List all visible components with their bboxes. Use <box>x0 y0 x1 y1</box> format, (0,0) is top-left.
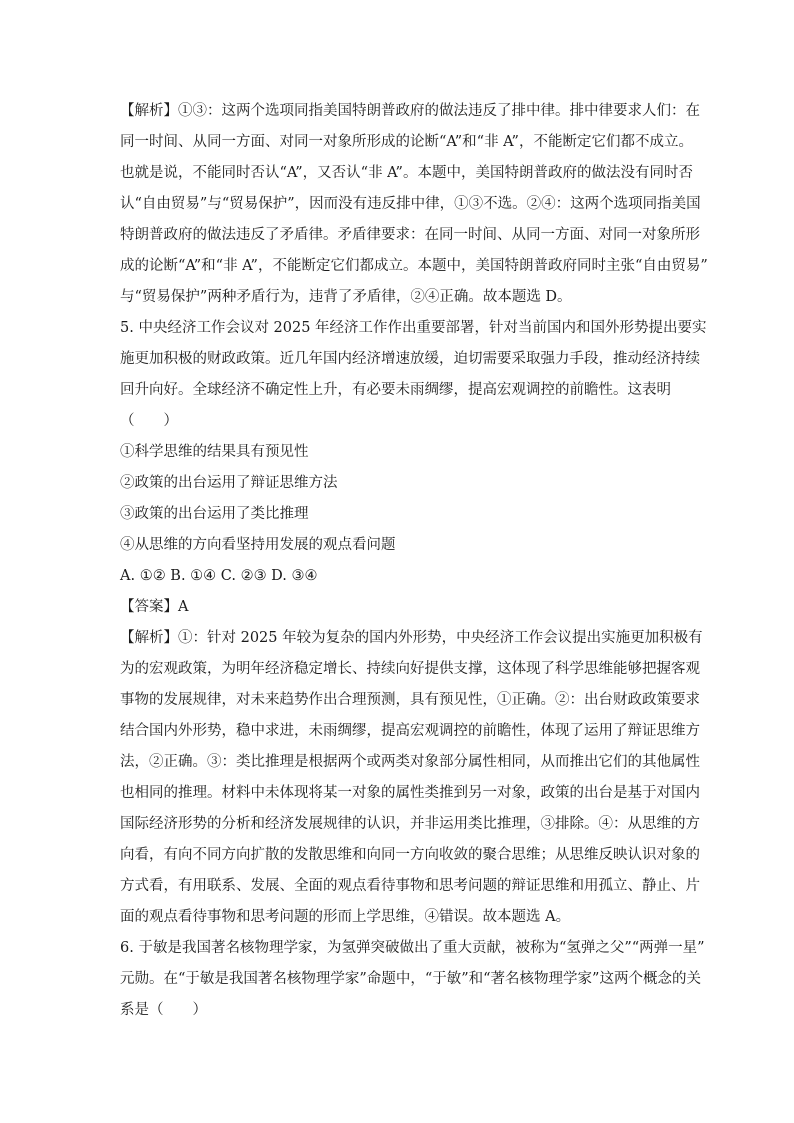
question-stem-line: 元勋。在“于敏是我国著名核物理学家”命题中，“于敏”和“著名核物理学家”这两个概念的关 <box>120 971 701 987</box>
question-stem-line: 回升向好。全球经济不确定性上升，有必要未雨绸缪，提高宏观调控的前瞻性。这表明 <box>120 382 671 398</box>
analysis-line: 与“贸易保护”两种矛盾行为，违背了矛盾律，②④正确。故本题选 D。 <box>120 289 572 305</box>
analysis-line: 同一时间、从同一方面、对同一对象所形成的论断“A”和“非 A”，不能断定它们都不成立。 <box>120 134 693 150</box>
analysis-line: 也相同的推理。材料中未体现将某一对象的属性类推到另一对象，政策的出台是基于对国内 <box>120 785 700 801</box>
option-item: ④从思维的方向看坚持用发展的观点看问题 <box>120 537 396 553</box>
analysis-line: 也就是说，不能同时否认“A”，又否认“非 A”。本题中，美国特朗普政府的做法没有同时否 <box>120 165 693 181</box>
question-stem-line: 6. 于敏是我国著名核物理学家，为氢弹突破做出了重大贡献，被称为“氢弹之父”“两弹一星” <box>120 940 705 956</box>
answer-value: A <box>178 599 189 615</box>
analysis-line: 【解析】①③：这两个选项同指美国特朗普政府的做法违反了排中律。排中律要求人们：在 <box>120 103 700 119</box>
question-stem-line: （ ） <box>120 413 178 429</box>
analysis-line: 国际经济形势的分析和经济发展规律的认识，并非运用类比推理，③排除。④：从思维的方 <box>120 816 700 832</box>
analysis-tag: 【解析】 <box>120 103 178 119</box>
question-stem-line: 施更加积极的财政政策。近几年国内经济增速放缓，迫切需要采取强力手段，推动经济持续 <box>120 351 700 367</box>
analysis-line: 结合国内外形势，稳中求进，未雨绸缪，提高宏观调控的前瞻性，体现了运用了辩证思维方 <box>120 723 700 739</box>
analysis-tag: 【解析】 <box>120 630 178 646</box>
analysis-line: 特朗普政府的做法违反了矛盾律。矛盾律要求：在同一时间、从同一方面、对同一对象所形 <box>120 227 700 243</box>
answer-line <box>120 592 680 623</box>
analysis-line: 向看，有向不同方向扩散的发散思维和向同一方向收敛的聚合思维；从思维反映认识对象的 <box>120 847 700 863</box>
document-page <box>120 96 708 1026</box>
answer-choices: A. ①② B. ①④ C. ②③ D. ③④ <box>120 568 318 584</box>
question-stem-line: 系是（ ） <box>120 1002 207 1018</box>
analysis-line: 面的观点看待事物和思考问题的形而上学思维，④错误。故本题选 A。 <box>120 909 571 925</box>
question-5 <box>120 313 707 933</box>
analysis-line: 为的宏观政策，为明年经济稳定增长、持续向好提供支撑，这体现了科学思维能够把握客观 <box>120 661 700 677</box>
option-item: ①科学思维的结果具有预见性 <box>120 444 309 460</box>
analysis-line: 【解析】①：针对 2025 年较为复杂的国内外形势，中央经济工作会议提出实施更加积极有 <box>120 630 703 646</box>
analysis-line: 法，②正确。③：类比推理是根据两个或两类对象部分属性相同，从而推出它们的其他属性 <box>120 754 700 770</box>
analysis-line: 方式看，有用联系、发展、全面的观点看待事物和思考问题的辩证思维和用孤立、静止、片 <box>120 878 700 894</box>
option-item: ③政策的出台运用了类比推理 <box>120 506 309 522</box>
question-6 <box>120 933 705 1026</box>
option-item: ②政策的出台运用了辩证思维方法 <box>120 475 338 491</box>
analysis-previous-question <box>120 96 708 313</box>
question-stem-line: 5. 中央经济工作会议对 2025 年经济工作作出重要部署，针对当前国内和国外形势提出要实 <box>120 320 707 336</box>
analysis-line: 成的论断“A”和“非 A”，不能断定它们都成立。本题中，美国特朗普政府同时主张“自由贸易” <box>120 258 708 274</box>
answer-tag: 【答案】 <box>120 599 178 615</box>
analysis-line: 事物的发展规律，对未来趋势作出合理预测，具有预见性，①正确。②：出台财政政策要求 <box>120 692 700 708</box>
analysis-line: 认“自由贸易”与“贸易保护”，因而没有违反排中律，①③不选。②④：这两个选项同指美国 <box>120 196 701 212</box>
